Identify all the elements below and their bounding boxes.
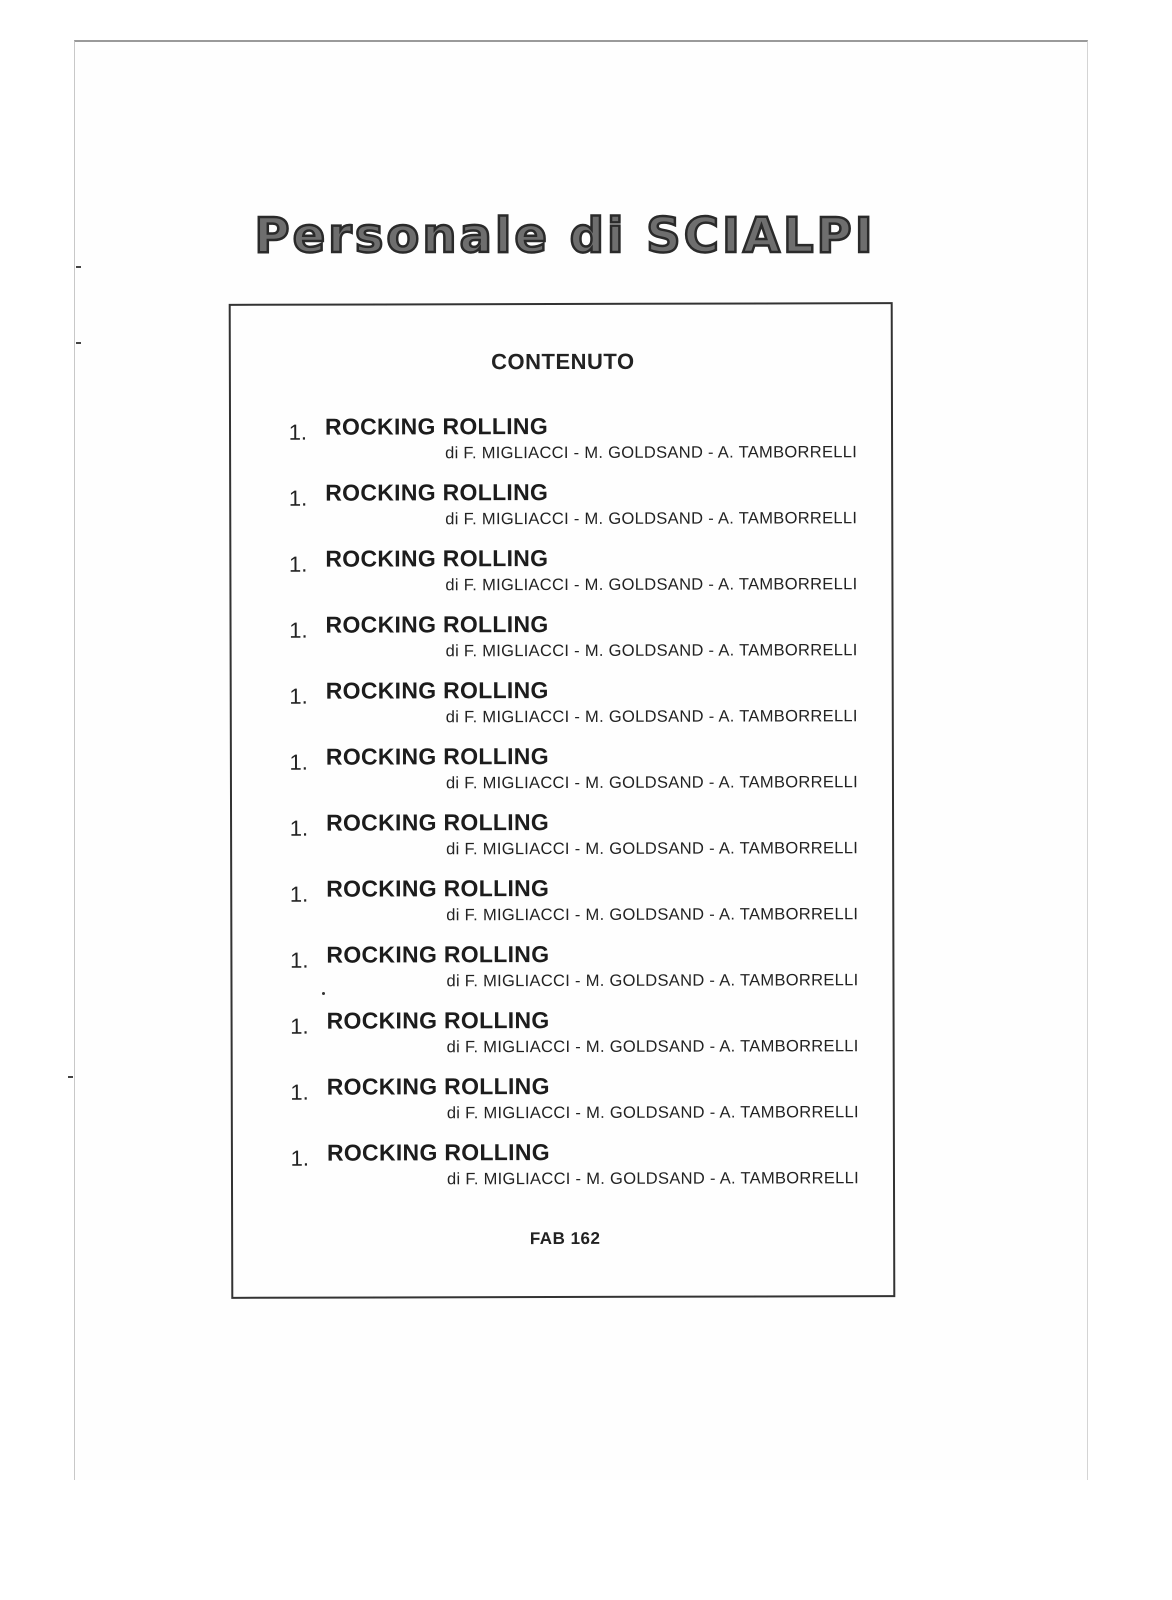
track-credits: di F. MIGLIACCI - M. GOLDSAND - A. TAMBORRELLI	[446, 1103, 859, 1123]
track-item	[233, 1072, 897, 1140]
track-item	[232, 808, 896, 876]
track-title: ROCKING ROLLING	[325, 743, 549, 770]
track-title: ROCKING ROLLING	[326, 1073, 550, 1100]
track-credits: di F. MIGLIACCI - M. GOLDSAND - A. TAMBORRELLI	[445, 575, 858, 595]
track-credits: di F. MIGLIACCI - M. GOLDSAND - A. TAMBORRELLI	[445, 509, 858, 529]
track-credits: di F. MIGLIACCI - M. GOLDSAND - A. TAMBORRELLI	[445, 707, 858, 727]
track-credits: di F. MIGLIACCI - M. GOLDSAND - A. TAMBORRELLI	[445, 443, 858, 463]
track-item	[233, 1138, 897, 1206]
track-number: 1.	[290, 947, 309, 973]
track-title: ROCKING ROLLING	[325, 677, 549, 704]
track-title: ROCKING ROLLING	[326, 1139, 550, 1166]
edge-mark	[76, 342, 81, 344]
track-number: 1.	[288, 485, 308, 511]
track-title: ROCKING ROLLING	[325, 611, 549, 638]
track-title: ROCKING ROLLING	[324, 413, 549, 440]
track-number: 1.	[290, 1013, 309, 1039]
track-number: 1.	[289, 881, 309, 907]
track-item	[232, 676, 896, 744]
track-number: 1.	[288, 551, 308, 577]
track-credits: di F. MIGLIACCI - M. GOLDSAND - A. TAMBORRELLI	[446, 839, 859, 859]
track-title: ROCKING ROLLING	[325, 479, 549, 506]
track-item	[232, 610, 896, 678]
track-credits: di F. MIGLIACCI - M. GOLDSAND - A. TAMBORRELLI	[445, 641, 858, 661]
catalog-code: FAB 162	[529, 1228, 601, 1249]
track-number: 1.	[289, 749, 308, 775]
track-item	[232, 940, 896, 1008]
track-title: ROCKING ROLLING	[326, 875, 550, 902]
track-number: 1.	[290, 1079, 309, 1105]
track-title: ROCKING ROLLING	[326, 941, 550, 968]
track-list	[231, 412, 897, 1206]
track-item	[231, 544, 895, 612]
track-credits: di F. MIGLIACCI - M. GOLDSAND - A. TAMBORRELLI	[446, 1169, 860, 1189]
track-item	[231, 412, 895, 480]
track-credits: di F. MIGLIACCI - M. GOLDSAND - A. TAMBORRELLI	[446, 1037, 859, 1057]
dust-speck	[322, 992, 325, 995]
track-number: 1.	[288, 419, 308, 445]
track-item	[232, 874, 896, 942]
track-item	[231, 478, 895, 546]
contents-box	[229, 302, 896, 1299]
contents-heading: CONTENUTO	[491, 348, 635, 375]
edge-mark	[76, 266, 81, 268]
track-credits: di F. MIGLIACCI - M. GOLDSAND - A. TAMBORRELLI	[445, 773, 858, 793]
page-title: Personale di SCIALPI	[254, 208, 876, 265]
track-number: 1.	[289, 683, 308, 709]
track-item	[232, 742, 896, 810]
track-credits: di F. MIGLIACCI - M. GOLDSAND - A. TAMBORRELLI	[446, 971, 859, 991]
track-number: 1.	[290, 1145, 309, 1171]
track-credits: di F. MIGLIACCI - M. GOLDSAND - A. TAMBORRELLI	[446, 905, 859, 925]
track-number: 1.	[289, 815, 309, 841]
track-number: 1.	[289, 617, 308, 643]
track-item	[233, 1006, 897, 1074]
track-title: ROCKING ROLLING	[326, 809, 550, 836]
track-title: ROCKING ROLLING	[325, 545, 549, 572]
track-title: ROCKING ROLLING	[326, 1007, 550, 1034]
edge-mark	[68, 1076, 73, 1078]
